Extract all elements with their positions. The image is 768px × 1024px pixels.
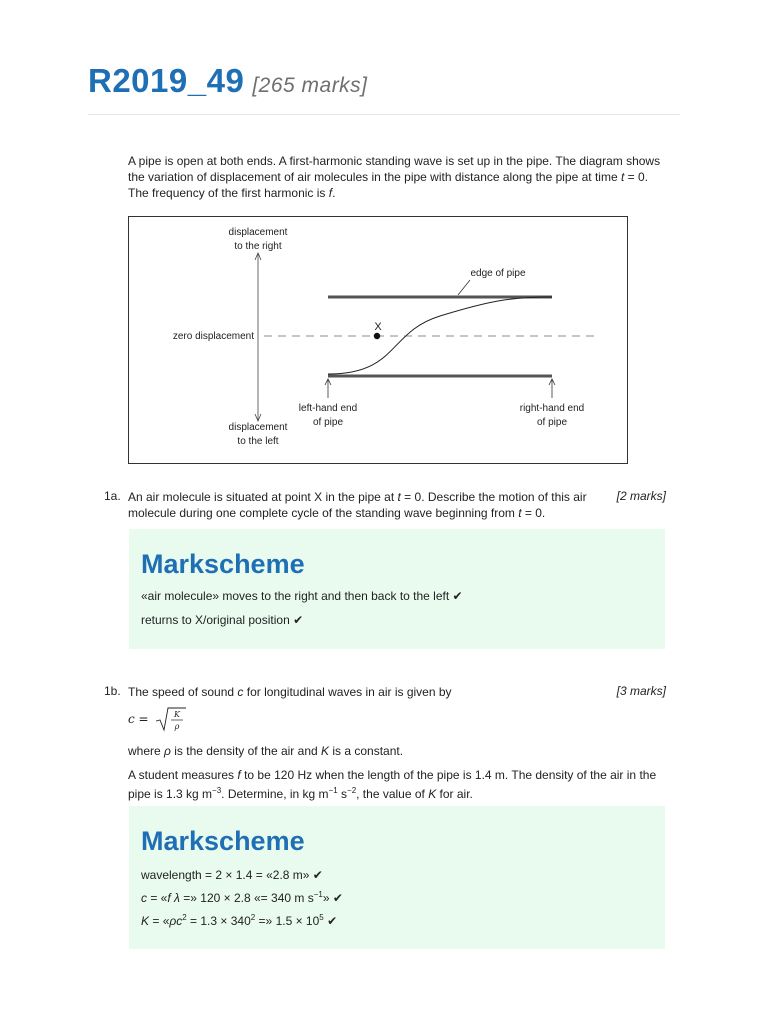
markscheme-line: wavelength = 2 × 1.4 = «2.8 m» ✔ [141, 868, 323, 882]
markscheme-line: «air molecule» moves to the right and then back to the left ✔ [141, 589, 463, 603]
label-right-end-2: of pipe [536, 417, 568, 428]
speed-of-sound-formula [128, 706, 198, 737]
sqrt-sign [156, 708, 186, 730]
formula-lhs: c = [128, 712, 149, 726]
total-marks: [265 marks] [252, 74, 368, 97]
where-text: where ρ is the density of the air and K is a constant. [128, 744, 404, 758]
question-1b-text: The speed of sound c for longitudinal waves in air is given by [128, 685, 452, 699]
label-displacement-left-2: to the left [237, 436, 279, 447]
label-zero-displacement: zero displacement [172, 331, 254, 342]
markscheme-1a [129, 529, 665, 649]
label-displacement-right-2: to the right [234, 241, 282, 252]
markscheme-heading: Markscheme [141, 826, 305, 856]
question-number-1a: 1a. [104, 489, 121, 503]
point-x-marker [374, 333, 380, 339]
title-divider [88, 114, 680, 115]
markscheme-line: c = «f λ =» 120 × 2.8 «= 340 m $s^{-1}$» ✔ [141, 890, 343, 905]
question-1a-marks: [2 marks] [616, 489, 666, 503]
markscheme-line: $K = «\rho c^2 = 1.3 \times 340^2$ =» $1.5 \times 10^5$ ✔ [141, 913, 338, 928]
label-edge-of-pipe: edge of pipe [470, 268, 526, 279]
page-title [88, 62, 368, 100]
label-left-end-1: left-hand end [298, 403, 358, 414]
markscheme-line: returns to X/original position ✔ [141, 613, 304, 627]
label-right-end-1: right-hand end [519, 403, 585, 414]
markscheme-1b [129, 806, 665, 949]
student-measurement-text: A student measures f to be 120 Hz when the length of the pipe is 1.4 m. The density of the air in the pipe is 1.3 kg $m^{-3}$. Determine, in kg $m^{-1}$ $s^{-2}$, the value of K for air. [128, 768, 657, 801]
label-left-end-2: of pipe [312, 417, 344, 428]
intro-paragraph: A pipe is open at both ends. A first-harmonic standing wave is set up in the pipe. The diagram shows the variation of displacement of air molecules in the pipe with distance along the pipe at time t = 0. The frequency of the first harmonic is f. [128, 154, 661, 200]
label-displacement-left-1: displacement [228, 422, 288, 433]
standing-wave-diagram [128, 216, 628, 464]
formula-denominator: ρ [174, 722, 180, 731]
question-code: R2019_49 [88, 62, 245, 99]
question-1a-text: An air molecule is situated at point X in the pipe at t = 0. Describe the motion of this air molecule during one complete cycle of the standing wave beginning from t = 0. [128, 490, 587, 520]
markscheme-heading: Markscheme [141, 549, 305, 579]
label-displacement-right-1: displacement [228, 227, 288, 238]
formula-numerator: K [174, 710, 180, 719]
label-point-x: X [374, 321, 382, 333]
question-1b-marks: [3 marks] [616, 684, 666, 698]
question-number-1b: 1b. [104, 684, 121, 698]
